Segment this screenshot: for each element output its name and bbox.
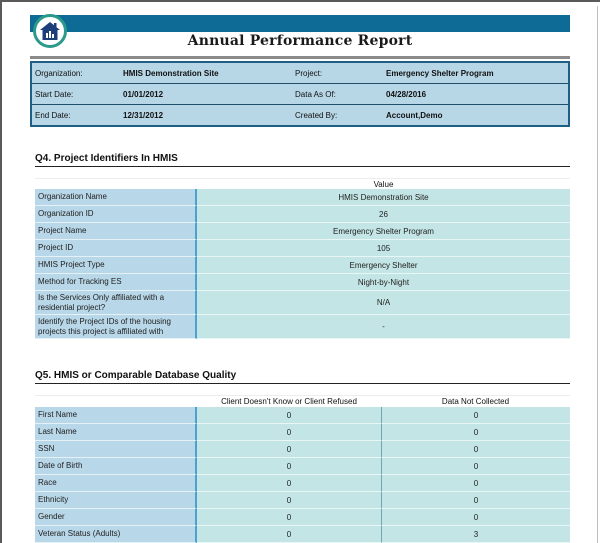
- row-label: Organization Name: [35, 189, 197, 206]
- not-collected-value: 0: [382, 492, 570, 509]
- not-collected-value: 3: [382, 526, 570, 543]
- empty-header-cell: [35, 179, 197, 189]
- table-row: [35, 509, 570, 526]
- window-frame-right: [597, 6, 598, 543]
- row-label: Veteran Status (Adults): [35, 526, 197, 543]
- table-header-row: [35, 396, 570, 407]
- dk-refused-value: 0: [197, 407, 382, 424]
- row-value: Emergency Shelter: [197, 257, 570, 274]
- table-row: [35, 189, 570, 206]
- header-value: HMIS Demonstration Site: [123, 68, 219, 78]
- column-header: Value: [197, 179, 570, 189]
- table-row: [35, 274, 570, 291]
- table-row: [35, 424, 570, 441]
- dk-refused-value: 0: [197, 492, 382, 509]
- table-row: [35, 526, 570, 543]
- header-banner: [30, 15, 570, 32]
- row-value: Night-by-Night: [197, 274, 570, 291]
- row-value: Emergency Shelter Program: [197, 223, 570, 240]
- header-label: Organization:: [35, 68, 83, 78]
- row-label: Project Name: [35, 223, 197, 240]
- column-header: Client Doesn't Know or Client Refused: [197, 396, 381, 407]
- row-label: Race: [35, 475, 197, 492]
- table-row: [35, 407, 570, 424]
- row-label: Identify the Project IDs of the housing projects this project is affiliated with: [35, 315, 197, 339]
- header-value: 12/31/2012: [123, 110, 164, 120]
- not-collected-value: 0: [382, 458, 570, 475]
- row-label: Date of Birth: [35, 458, 197, 475]
- dk-refused-value: 0: [197, 475, 382, 492]
- table-row: [35, 441, 570, 458]
- dk-refused-value: 0: [197, 509, 382, 526]
- row-label: Last Name: [35, 424, 197, 441]
- not-collected-value: 0: [382, 407, 570, 424]
- table-row: [35, 458, 570, 475]
- window-frame-left: [0, 0, 2, 543]
- header-value: Account,Demo: [386, 110, 443, 120]
- not-collected-value: 0: [382, 475, 570, 492]
- column-header: Data Not Collected: [381, 396, 570, 407]
- table-row: [35, 492, 570, 509]
- table-row: [35, 206, 570, 223]
- header-row: [32, 84, 568, 105]
- header-value: 01/01/2012: [123, 89, 164, 99]
- header-row: [32, 105, 568, 125]
- header-row: [32, 63, 568, 84]
- q5-section-title: Q5. HMIS or Comparable Database Quality: [35, 370, 570, 384]
- row-value: 26: [197, 206, 570, 223]
- header-value: Emergency Shelter Program: [386, 68, 494, 78]
- q4-table: [35, 179, 570, 339]
- row-label: SSN: [35, 441, 197, 458]
- dk-refused-value: 0: [197, 424, 382, 441]
- table-row: [35, 475, 570, 492]
- row-label: Organization ID: [35, 206, 197, 223]
- header-label: Data As Of:: [295, 89, 336, 99]
- q5-table: [35, 396, 570, 543]
- not-collected-value: 0: [382, 424, 570, 441]
- row-value: HMIS Demonstration Site: [197, 189, 570, 206]
- header-label: End Date:: [35, 110, 71, 120]
- not-collected-value: 0: [382, 441, 570, 458]
- table-row: [35, 257, 570, 274]
- header-label: Start Date:: [35, 89, 74, 99]
- empty-header-cell: [35, 396, 197, 407]
- dk-refused-value: 0: [197, 526, 382, 543]
- row-label: Ethnicity: [35, 492, 197, 509]
- row-label: Project ID: [35, 240, 197, 257]
- dk-refused-value: 0: [197, 458, 382, 475]
- row-label: Is the Services Only affiliated with a residential project?: [35, 291, 197, 315]
- header-label: Created By:: [295, 110, 338, 120]
- q4-section-title: Q4. Project Identifiers In HMIS: [35, 153, 570, 167]
- report-header-table: [30, 61, 570, 127]
- dk-refused-value: 0: [197, 441, 382, 458]
- table-row: [35, 315, 570, 339]
- row-value: N/A: [197, 291, 570, 315]
- header-value: 04/28/2016: [386, 89, 427, 99]
- table-row: [35, 291, 570, 315]
- window-frame-top: [0, 0, 600, 2]
- row-label: First Name: [35, 407, 197, 424]
- row-value: -: [197, 315, 570, 339]
- table-row: [35, 240, 570, 257]
- table-header-row: [35, 179, 570, 189]
- table-row: [35, 223, 570, 240]
- report-title: Annual Performance Report: [187, 33, 413, 49]
- row-label: HMIS Project Type: [35, 257, 197, 274]
- row-value: 105: [197, 240, 570, 257]
- row-label: Method for Tracking ES: [35, 274, 197, 291]
- header-label: Project:: [295, 68, 323, 78]
- title-divider: [30, 56, 570, 59]
- not-collected-value: 0: [382, 509, 570, 526]
- row-label: Gender: [35, 509, 197, 526]
